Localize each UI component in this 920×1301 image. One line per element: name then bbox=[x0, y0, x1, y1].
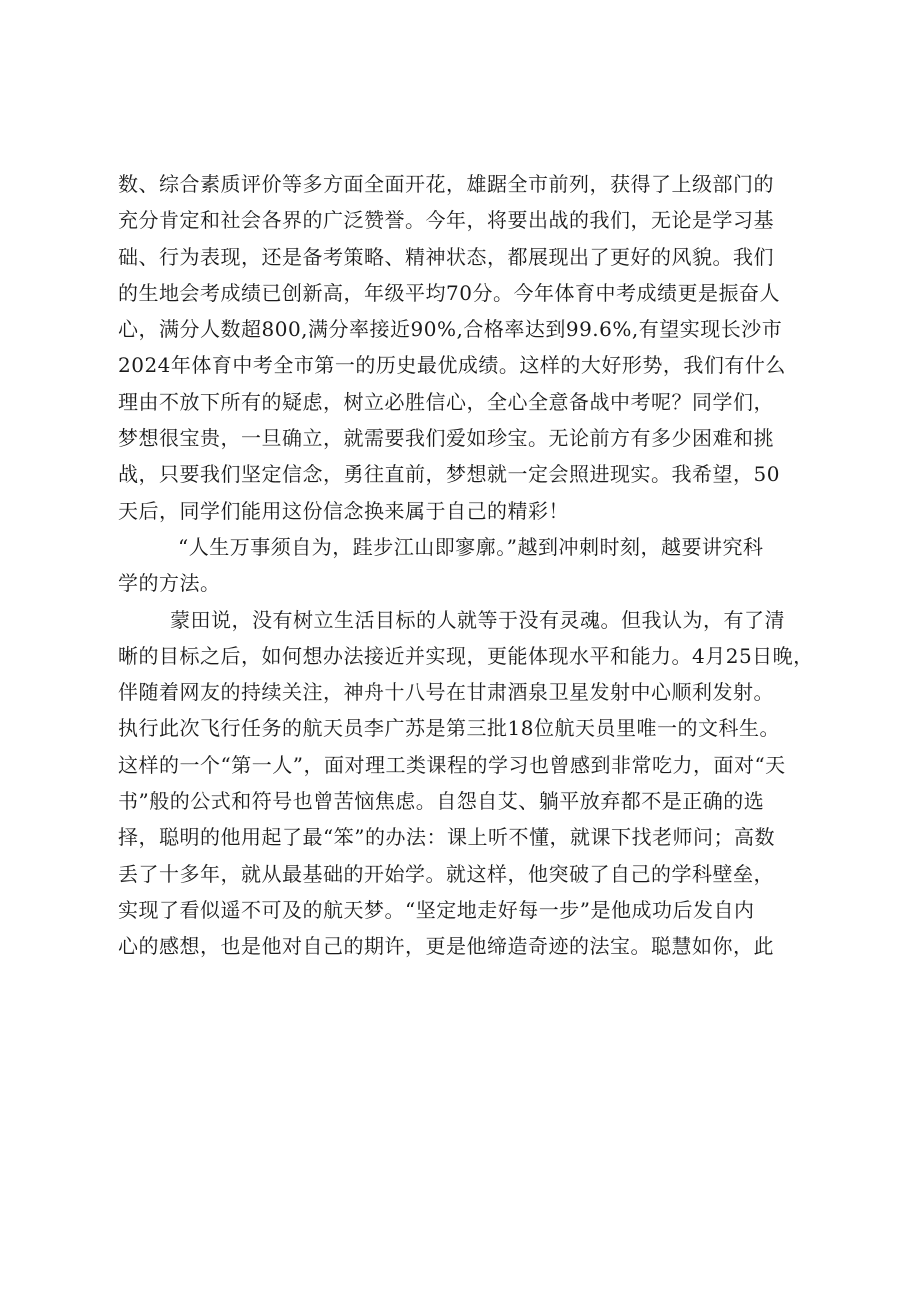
text-line: 心，满分人数超800,满分率接近90%,合格率达到99.6%,有望实现长沙市 bbox=[118, 317, 783, 342]
text-line: 丢了十多年，就从最基础的开始学。就这样，他突破了自己的学科壁垒， bbox=[118, 861, 774, 886]
paragraph-start-line: “人生万事须自为，跬步江山即寥廓。”越到冲刺时刻，越要讲究科 bbox=[178, 534, 764, 559]
text-line: 伴随着网友的持续关注，神舟十八号在甘肃酒泉卫星发射中心顺利发射。 bbox=[118, 680, 774, 705]
text-line: 理由不放下所有的疑虑，树立必胜信心，全心全意备战中考呢？同学们， bbox=[118, 389, 774, 414]
text-line: 2024年体育中考全市第一的历史最优成绩。这样的大好形势，我们有什么 bbox=[118, 353, 786, 378]
paragraph-start-line: 蒙田说，没有树立生活目标的人就等于没有灵魂。但我认为，有了清 bbox=[170, 607, 785, 632]
text-line: 础、行为表现，还是备考策略、精神状态，都展现出了更好的风貌。我们 bbox=[118, 244, 774, 269]
text-line: 天后，同学们能用这份信念换来属于自己的精彩！ bbox=[118, 498, 569, 523]
text-line: 择，聪明的他用起了最“笨”的办法：课上听不懂，就课下找老师问；高数 bbox=[118, 825, 775, 850]
text-line: 执行此次飞行任务的航天员李广苏是第三批18位航天员里唯一的文科生。 bbox=[118, 716, 780, 741]
text-line: 实现了看似遥不可及的航天梦。“坚定地走好每一步”是他成功后发自内 bbox=[118, 897, 755, 922]
text-line: 战，只要我们坚定信念，勇往直前，梦想就一定会照进现实。我希望，50 bbox=[118, 462, 780, 487]
text-line: 学的方法。 bbox=[118, 571, 221, 596]
text-line: 晰的目标之后，如何想办法接近并实现，更能体现水平和能力。4月25日晚， bbox=[118, 643, 814, 668]
text-line: 数、综合素质评价等多方面全面开花，雄踞全市前列，获得了上级部门的 bbox=[118, 172, 774, 196]
text-line: 这样的一个“第一人”，面对理工类课程的学习也曾感到非常吃力，面对“天 bbox=[118, 752, 786, 777]
text-line: 的生地会考成绩已创新高，年级平均70分。今年体育中考成绩更是振奋人 bbox=[118, 280, 780, 305]
text-line: 心的感想，也是他对自己的期许，更是他缔造奇迹的法宝。聪慧如你，此 bbox=[118, 934, 774, 959]
text-line: 梦想很宝贵，一旦确立，就需要我们爱如珍宝。无论前方有多少困难和挑 bbox=[118, 426, 774, 451]
text-line: 书”般的公式和符号也曾苦恼焦虑。自怨自艾、躺平放弃都不是正确的选 bbox=[118, 789, 765, 814]
text-line: 充分肯定和社会各界的广泛赞誉。今年，将要出战的我们，无论是学习基 bbox=[118, 208, 774, 233]
body-text bbox=[118, 166, 814, 965]
